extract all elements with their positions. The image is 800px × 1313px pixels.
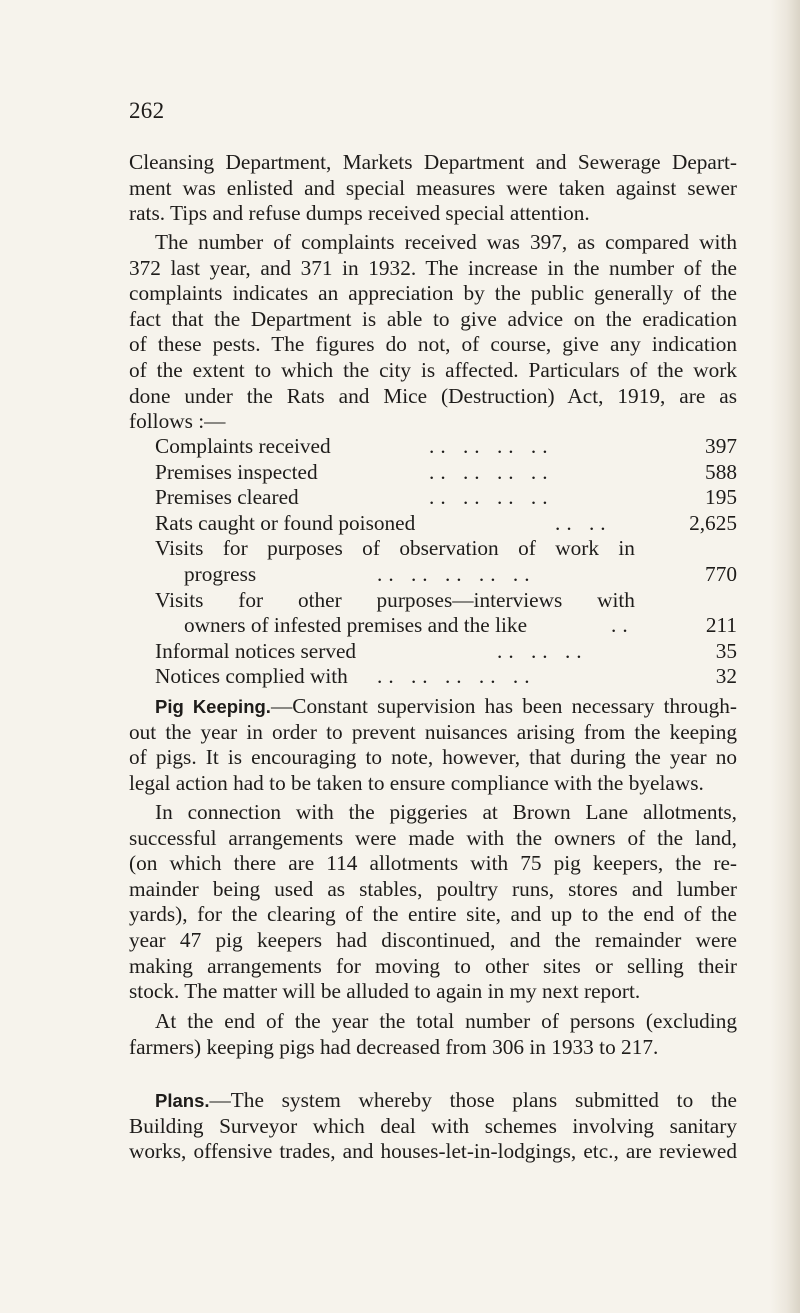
- stat-row-premises-cleared: [129, 485, 737, 511]
- text-line: stock. The matter will be alluded to again in my next report.: [129, 979, 641, 1004]
- stat-value: 770: [705, 561, 737, 586]
- word: for: [238, 587, 264, 612]
- stat-label: Premises cleared: [155, 485, 299, 510]
- word: with: [597, 587, 635, 612]
- word: other: [297, 587, 342, 612]
- text-line: The number of complaints received was 397, as compared with: [155, 230, 737, 254]
- stat-label: Notices complied with: [155, 664, 348, 689]
- text-line: [129, 1088, 737, 1114]
- paragraph-cleansing: [129, 150, 737, 227]
- text-line: of the extent to which the city is affected. Particulars of the work: [129, 357, 737, 382]
- text-line: At the end of the year the total number of persons (excluding: [155, 1009, 737, 1033]
- stat-label: [155, 588, 635, 614]
- text-line: year 47 pig keepers had discontinued, and the remainder were: [129, 927, 737, 952]
- dot-leader: .. .. ..: [497, 638, 588, 663]
- text-line: farmers) keeping pigs had decreased from 306 in 1933 to 217.: [129, 1034, 659, 1059]
- paragraph-plans: [129, 1088, 737, 1165]
- text-line: Building Surveyor which deal with schemes involving sanitary: [129, 1113, 737, 1138]
- text-line: follows :—: [129, 409, 226, 434]
- text-line: rats. Tips and refuse dumps received special attention.: [129, 201, 590, 226]
- dot-leader: .. .. .. ..: [429, 434, 554, 458]
- stat-row-visits-observation: [129, 536, 737, 562]
- stat-value: 397: [705, 434, 737, 458]
- stat-row-complaints-received: [129, 434, 737, 460]
- stat-row-visits-observation-cont: [129, 562, 737, 588]
- stat-value: 211: [705, 613, 737, 638]
- text-line: complaints indicates an appreciation by the public generally of the: [129, 281, 737, 306]
- text-line: legal action had to be taken to ensure compliance with the byelaws.: [129, 770, 704, 795]
- page-number: 262: [129, 98, 165, 123]
- word: for: [222, 536, 248, 561]
- word: observation: [399, 536, 499, 561]
- text-line: fact that the Department is able to give advice on the eradication: [129, 306, 737, 331]
- dot-leader: .. .. .. .. ..: [377, 664, 536, 689]
- text-line: Cleansing Department, Markets Department and Sewerage Depart-: [129, 150, 737, 174]
- dot-leader: .. .. .. ..: [429, 485, 554, 510]
- stat-label: Premises inspected: [155, 459, 318, 484]
- stat-row-premises-inspected: [129, 460, 737, 486]
- stat-label-continued: progress: [184, 561, 257, 586]
- word: of: [362, 536, 380, 561]
- stat-value: 195: [705, 485, 737, 510]
- paragraph-pig-keeping: [129, 694, 737, 796]
- text-line: out the year in order to prevent nuisances arising from the keeping: [129, 719, 737, 744]
- stat-label: Informal notices served: [155, 638, 357, 663]
- text-line: (on which there are 114 allotments with 75 pig keepers, the re-: [129, 851, 737, 876]
- section-heading-plans: Plans.: [155, 1090, 210, 1111]
- word: purposes—interviews: [376, 587, 563, 612]
- stat-row-informal-notices: [129, 639, 737, 665]
- text-line: [129, 694, 737, 720]
- dot-leader: .. .. .. .. ..: [377, 561, 536, 586]
- stat-value: 588: [705, 459, 737, 484]
- stat-value: 35: [715, 638, 737, 663]
- word: work: [555, 536, 599, 561]
- text-line: done under the Rats and Mice (Destruction) Act, 1919, are as: [129, 383, 737, 408]
- word: of: [518, 536, 536, 561]
- stat-value: 2,625: [689, 510, 737, 535]
- text-line: of pigs. It is encouraging to note, however, that during the year no: [129, 745, 737, 770]
- word: purposes: [267, 536, 343, 561]
- text-run: —The system whereby those plans submitted to the: [209, 1088, 737, 1112]
- stat-label: Rats caught or found poisoned: [155, 510, 416, 535]
- stat-label: Complaints received: [155, 434, 331, 458]
- stat-row-rats-caught: [129, 511, 737, 537]
- word: in: [618, 536, 635, 561]
- stat-row-visits-other-cont: [129, 613, 737, 639]
- dot-leader: ..: [611, 613, 634, 638]
- stat-value: 32: [715, 664, 737, 689]
- text-run: —Constant supervision has been necessary through-: [270, 694, 737, 718]
- text-line: of these pests. The figures do not, of course, give any indication: [129, 332, 737, 357]
- word: Visits: [155, 587, 204, 612]
- text-line: making arrangements for moving to other sites or selling their: [129, 953, 737, 978]
- text-line: successful arrangements were made with the owners of the land,: [129, 825, 737, 850]
- rats-statistics-table: [129, 434, 737, 690]
- text-line: 372 last year, and 371 in 1932. The increase in the number of the: [129, 255, 737, 280]
- dot-leader: .. .. .. ..: [429, 459, 554, 484]
- text-line: ment was enlisted and special measures were taken against sewer: [129, 175, 737, 200]
- page-edge-shadow: [770, 0, 800, 1313]
- section-heading-pig-keeping: Pig Keeping.: [155, 696, 271, 717]
- paragraph-total-persons: [129, 1009, 737, 1060]
- text-line: yards), for the clearing of the entire site, and up to the end of the: [129, 902, 737, 927]
- stat-row-visits-other: [129, 588, 737, 614]
- dot-leader: .. ..: [555, 510, 612, 535]
- word: Visits: [155, 536, 204, 561]
- stat-label-continued: owners of infested premises and the like: [184, 613, 528, 638]
- stat-label: [155, 536, 635, 562]
- text-line: works, offensive trades, and houses-let-in-lodgings, etc., are reviewed: [129, 1139, 737, 1164]
- paragraph-piggeries: [129, 800, 737, 1005]
- text-line: In connection with the piggeries at Brown Lane allotments,: [155, 800, 737, 824]
- stat-row-notices-complied: [129, 664, 737, 690]
- paragraph-complaints: [129, 230, 737, 435]
- text-line: mainder being used as stables, poultry runs, stores and lumber: [129, 876, 737, 901]
